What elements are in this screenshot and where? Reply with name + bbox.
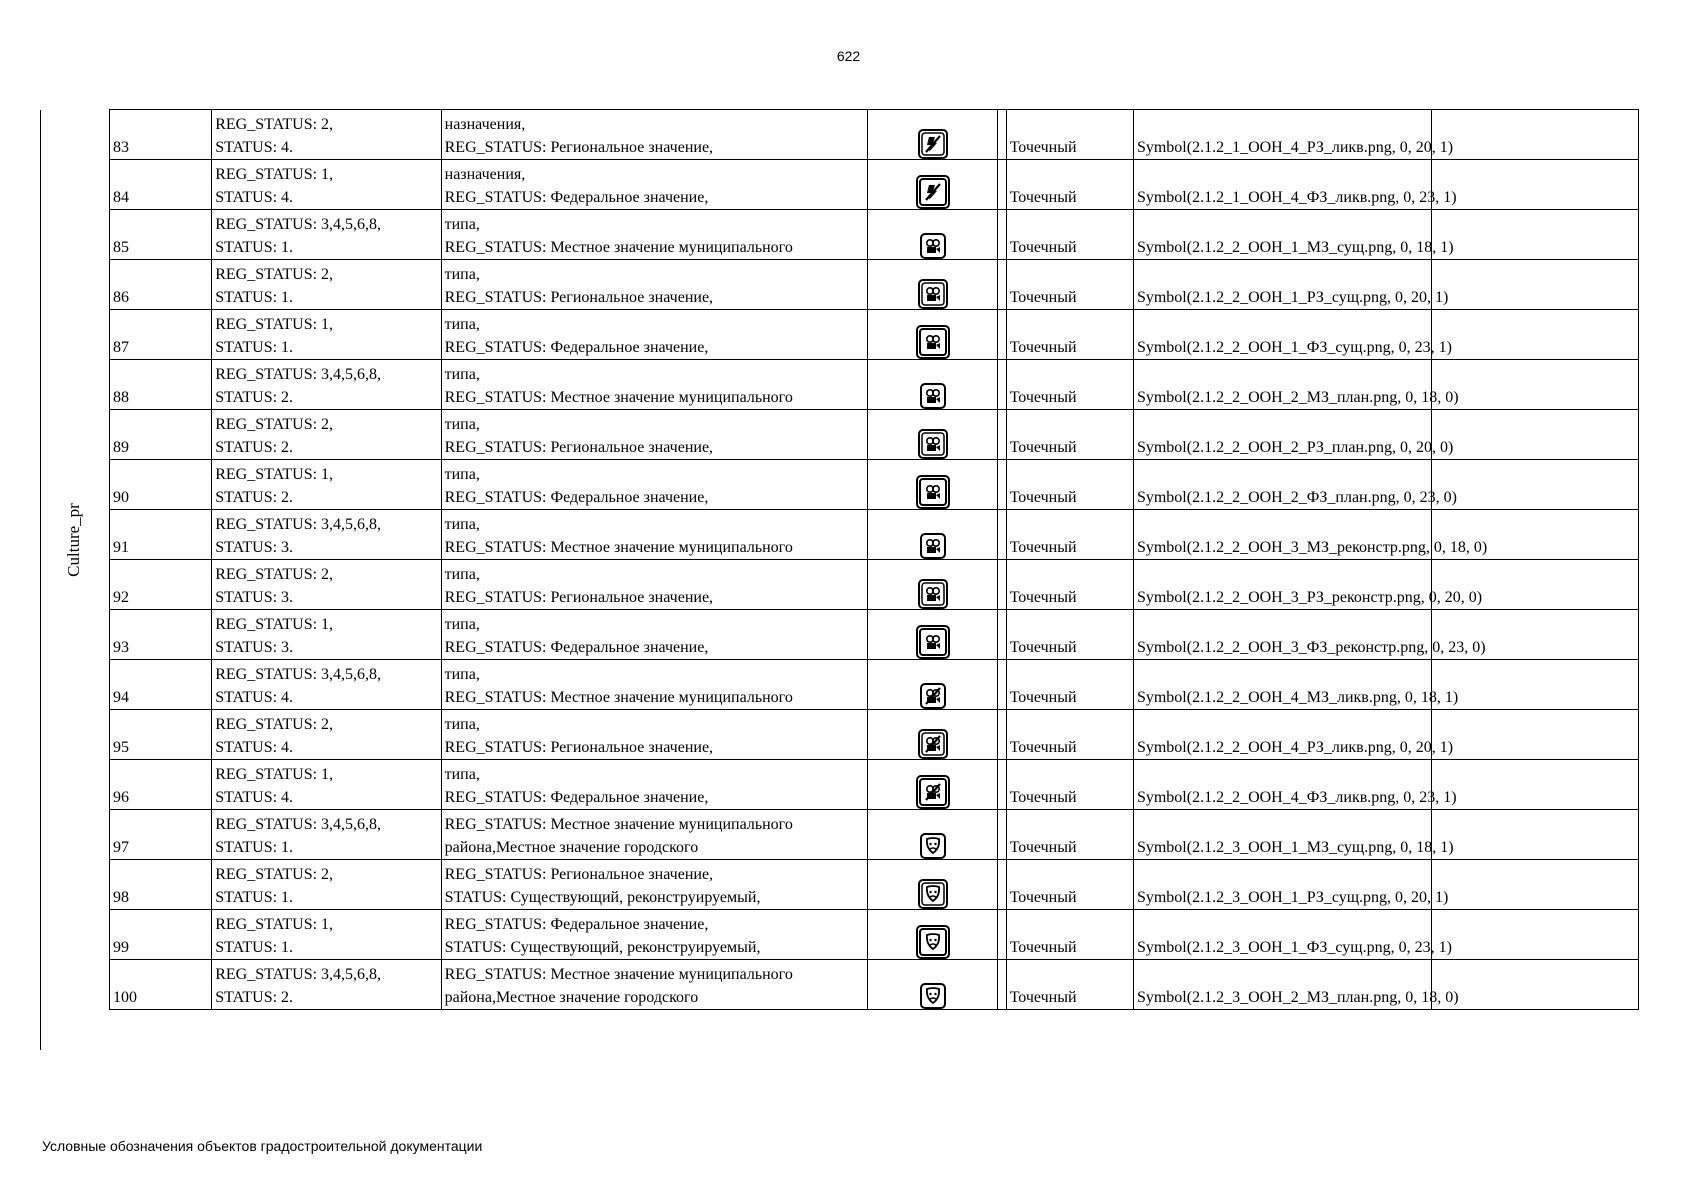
status-line: STATUS: 2. — [215, 439, 294, 456]
table-row — [110, 960, 1639, 1010]
description-line-1: типа, — [444, 366, 480, 383]
row-number: 87 — [110, 310, 212, 360]
description-cell — [441, 860, 868, 910]
description-line-2: REG_STATUS: Региональное значение, — [444, 739, 714, 756]
symbol-cell — [868, 610, 997, 660]
film-camera-icon-federal — [916, 475, 950, 509]
status-condition-cell — [212, 360, 441, 410]
reg-status-line: REG_STATUS: 1, — [215, 466, 334, 483]
description-cell — [441, 710, 868, 760]
table-row — [110, 160, 1639, 210]
row-number: 99 — [110, 910, 212, 960]
reg-status-line: REG_STATUS: 1, — [215, 916, 334, 933]
description-line-1: типа, — [444, 416, 480, 433]
description-line-1: REG_STATUS: Региональное значение, — [444, 866, 714, 883]
status-condition-cell — [212, 810, 441, 860]
symbol-cell — [868, 710, 997, 760]
table-row — [110, 410, 1639, 460]
table-row — [110, 210, 1639, 260]
status-line: STATUS: 3. — [215, 589, 294, 606]
description-line-2: REG_STATUS: Федеральное значение, — [444, 789, 709, 806]
status-condition-cell — [212, 260, 441, 310]
column-gap — [997, 460, 1006, 510]
status-condition-cell — [212, 760, 441, 810]
reg-status-line: REG_STATUS: 3,4,5,6,8, — [215, 816, 382, 833]
column-gap — [997, 210, 1006, 260]
note-cell — [1431, 360, 1638, 410]
row-number: 98 — [110, 860, 212, 910]
geometry-type-cell: Точечный — [1006, 660, 1133, 710]
description-line-2: REG_STATUS: Региональное значение, — [444, 589, 714, 606]
note-cell — [1431, 960, 1638, 1010]
description-line-1: типа, — [444, 316, 480, 333]
status-line: STATUS: 3. — [215, 539, 294, 556]
reg-status-line: REG_STATUS: 3,4,5,6,8, — [215, 516, 382, 533]
description-line-1: типа, — [444, 216, 480, 233]
symbol-cell — [868, 460, 997, 510]
description-line-2: REG_STATUS: Федеральное значение, — [444, 489, 709, 506]
note-cell — [1431, 810, 1638, 860]
row-number: 100 — [110, 960, 212, 1010]
status-line: STATUS: 4. — [215, 189, 294, 206]
description-line-1: типа, — [444, 666, 480, 683]
description-line-2: района,Местное значение городского — [444, 989, 699, 1006]
symbol-style-cell: Symbol(2.1.2_2_ООН_3_ФЗ_реконстр.png, 0, 23, 0) — [1133, 610, 1431, 660]
note-cell — [1431, 710, 1638, 760]
description-cell — [441, 360, 868, 410]
geometry-type-cell: Точечный — [1006, 860, 1133, 910]
note-cell — [1431, 160, 1638, 210]
row-number: 95 — [110, 710, 212, 760]
description-cell — [441, 210, 868, 260]
geometry-type-cell: Точечный — [1006, 460, 1133, 510]
description-line-2: района,Местное значение городского — [444, 839, 699, 856]
description-cell — [441, 960, 868, 1010]
description-cell — [441, 810, 868, 860]
description-line-1: типа, — [444, 266, 480, 283]
status-line: STATUS: 1. — [215, 939, 294, 956]
description-cell — [441, 310, 868, 360]
description-line-2: REG_STATUS: Федеральное значение, — [444, 189, 709, 206]
symbol-style-cell: Symbol(2.1.2_2_ООН_2_ФЗ_план.png, 0, 23, 0) — [1133, 460, 1431, 510]
status-line: STATUS: 3. — [215, 639, 294, 656]
note-cell — [1431, 410, 1638, 460]
reg-status-line: REG_STATUS: 2, — [215, 116, 334, 133]
status-condition-cell — [212, 310, 441, 360]
symbol-style-cell: Symbol(2.1.2_2_ООН_1_РЗ_сущ.png, 0, 20, 1) — [1133, 260, 1431, 310]
status-line: STATUS: 1. — [215, 239, 294, 256]
symbol-style-cell: Symbol(2.1.2_2_ООН_4_МЗ_ликв.png, 0, 18, 1) — [1133, 660, 1431, 710]
description-line-2: REG_STATUS: Местное значение муниципального — [444, 539, 793, 556]
symbol-cell — [868, 510, 997, 560]
column-gap — [997, 710, 1006, 760]
column-gap — [997, 360, 1006, 410]
film-camera-crossed-icon-federal — [916, 775, 950, 809]
reg-status-line: REG_STATUS: 1, — [215, 616, 334, 633]
status-line: STATUS: 4. — [215, 689, 294, 706]
symbol-style-cell: Symbol(2.1.2_3_ООН_1_МЗ_сущ.png, 0, 18, 1) — [1133, 810, 1431, 860]
description-line-1: типа, — [444, 466, 480, 483]
symbol-cell — [868, 160, 997, 210]
table-row — [110, 110, 1639, 160]
reg-status-line: REG_STATUS: 2, — [215, 416, 334, 433]
film-camera-icon-federal — [916, 325, 950, 359]
table-row — [110, 360, 1639, 410]
table-row — [110, 760, 1639, 810]
status-condition-cell — [212, 210, 441, 260]
geometry-type-cell: Точечный — [1006, 610, 1133, 660]
symbol-style-cell: Symbol(2.1.2_2_ООН_3_МЗ_реконстр.png, 0, 18, 0) — [1133, 510, 1431, 560]
status-line: STATUS: 4. — [215, 139, 294, 156]
symbol-style-cell: Symbol(2.1.2_2_ООН_4_ФЗ_ликв.png, 0, 23, 1) — [1133, 760, 1431, 810]
symbol-table — [109, 109, 1639, 1010]
film-camera-crossed-icon-regional — [918, 729, 948, 759]
symbol-cell — [868, 360, 997, 410]
status-line: STATUS: 4. — [215, 789, 294, 806]
geometry-type-cell: Точечный — [1006, 310, 1133, 360]
status-condition-cell — [212, 460, 441, 510]
description-line-1: типа, — [444, 716, 480, 733]
theatre-mask-icon-local — [920, 983, 946, 1009]
table-row — [110, 860, 1639, 910]
column-gap — [997, 410, 1006, 460]
description-cell — [441, 160, 868, 210]
geometry-type-cell: Точечный — [1006, 360, 1133, 410]
film-camera-icon-regional — [918, 579, 948, 609]
row-number: 97 — [110, 810, 212, 860]
description-line-1: типа, — [444, 516, 480, 533]
geometry-type-cell: Точечный — [1006, 260, 1133, 310]
column-gap — [997, 260, 1006, 310]
description-line-2: REG_STATUS: Федеральное значение, — [444, 339, 709, 356]
column-gap — [997, 860, 1006, 910]
description-line-2: REG_STATUS: Региональное значение, — [444, 439, 714, 456]
symbol-table-body — [110, 110, 1639, 1010]
reg-status-line: REG_STATUS: 3,4,5,6,8, — [215, 966, 382, 983]
film-camera-crossed-icon-local — [920, 683, 946, 709]
column-gap — [997, 110, 1006, 160]
status-line: STATUS: 1. — [215, 289, 294, 306]
note-cell — [1431, 460, 1638, 510]
table-row — [110, 260, 1639, 310]
status-condition-cell — [212, 560, 441, 610]
status-condition-cell — [212, 410, 441, 460]
description-cell — [441, 110, 868, 160]
description-line-2: REG_STATUS: Региональное значение, — [444, 139, 714, 156]
symbol-cell — [868, 810, 997, 860]
geometry-type-cell: Точечный — [1006, 410, 1133, 460]
geometry-type-cell: Точечный — [1006, 210, 1133, 260]
geometry-type-cell: Точечный — [1006, 710, 1133, 760]
row-number: 96 — [110, 760, 212, 810]
status-condition-cell — [212, 510, 441, 560]
description-line-2: REG_STATUS: Местное значение муниципального — [444, 689, 793, 706]
symbol-style-cell: Symbol(2.1.2_2_ООН_2_МЗ_план.png, 0, 18, 0) — [1133, 360, 1431, 410]
row-number: 94 — [110, 660, 212, 710]
status-condition-cell — [212, 860, 441, 910]
table-row — [110, 810, 1639, 860]
description-cell — [441, 910, 868, 960]
symbol-cell — [868, 410, 997, 460]
film-camera-icon-regional — [918, 279, 948, 309]
note-cell — [1431, 760, 1638, 810]
row-number: 88 — [110, 360, 212, 410]
symbol-style-cell: Symbol(2.1.2_3_ООН_2_МЗ_план.png, 0, 18, 0) — [1133, 960, 1431, 1010]
description-line-1: типа, — [444, 766, 480, 783]
symbol-cell — [868, 960, 997, 1010]
geometry-type-cell: Точечный — [1006, 560, 1133, 610]
description-line-1: REG_STATUS: Федеральное значение, — [444, 916, 709, 933]
geometry-type-cell: Точечный — [1006, 810, 1133, 860]
geometry-type-cell: Точечный — [1006, 160, 1133, 210]
table-row — [110, 310, 1639, 360]
symbol-cell — [868, 860, 997, 910]
status-line: STATUS: 2. — [215, 489, 294, 506]
symbol-style-cell: Symbol(2.1.2_1_ООН_4_ФЗ_ликв.png, 0, 23, 1) — [1133, 160, 1431, 210]
note-cell — [1431, 110, 1638, 160]
column-gap — [997, 510, 1006, 560]
geometry-type-cell: Точечный — [1006, 960, 1133, 1010]
row-number: 92 — [110, 560, 212, 610]
note-cell — [1431, 910, 1638, 960]
column-gap — [997, 960, 1006, 1010]
table-row — [110, 610, 1639, 660]
film-camera-icon-regional — [918, 429, 948, 459]
row-number: 85 — [110, 210, 212, 260]
symbol-style-cell: Symbol(2.1.2_2_ООН_3_РЗ_реконстр.png, 0, 20, 0) — [1133, 560, 1431, 610]
ban-figure-icon-regional — [918, 129, 948, 159]
film-camera-icon-federal — [916, 625, 950, 659]
status-condition-cell — [212, 610, 441, 660]
film-camera-icon-local — [920, 533, 946, 559]
symbol-style-cell: Symbol(2.1.2_2_ООН_1_ФЗ_сущ.png, 0, 23, 1) — [1133, 310, 1431, 360]
row-number: 90 — [110, 460, 212, 510]
theatre-mask-icon-local — [920, 833, 946, 859]
description-cell — [441, 760, 868, 810]
status-condition-cell — [212, 660, 441, 710]
description-cell — [441, 260, 868, 310]
symbol-style-cell: Symbol(2.1.2_3_ООН_1_РЗ_сущ.png, 0, 20, 1) — [1133, 860, 1431, 910]
status-line: STATUS: 4. — [215, 739, 294, 756]
table-row — [110, 660, 1639, 710]
status-condition-cell — [212, 910, 441, 960]
geometry-type-cell: Точечный — [1006, 510, 1133, 560]
column-gap — [997, 810, 1006, 860]
column-gap — [997, 760, 1006, 810]
row-number: 86 — [110, 260, 212, 310]
table-row — [110, 510, 1639, 560]
page-footer: Условные обозначения объектов градостроительной документации — [42, 1138, 483, 1154]
reg-status-line: REG_STATUS: 2, — [215, 266, 334, 283]
status-condition-cell — [212, 110, 441, 160]
reg-status-line: REG_STATUS: 1, — [215, 766, 334, 783]
symbol-style-cell: Symbol(2.1.2_2_ООН_1_МЗ_сущ.png, 0, 18, 1) — [1133, 210, 1431, 260]
description-cell — [441, 460, 868, 510]
ban-figure-icon-federal — [916, 175, 950, 209]
page-number: 622 — [836, 48, 861, 64]
description-cell — [441, 510, 868, 560]
symbol-cell — [868, 760, 997, 810]
description-line-1: REG_STATUS: Местное значение муниципального — [444, 816, 793, 833]
geometry-type-cell: Точечный — [1006, 110, 1133, 160]
note-cell — [1431, 660, 1638, 710]
column-gap — [997, 660, 1006, 710]
status-condition-cell — [212, 710, 441, 760]
description-cell — [441, 660, 868, 710]
reg-status-line: REG_STATUS: 1, — [215, 166, 334, 183]
symbol-cell — [868, 260, 997, 310]
status-condition-cell — [212, 160, 441, 210]
theatre-mask-icon-regional — [918, 879, 948, 909]
reg-status-line: REG_STATUS: 3,4,5,6,8, — [215, 216, 382, 233]
reg-status-line: REG_STATUS: 2, — [215, 716, 334, 733]
description-line-2: REG_STATUS: Федеральное значение, — [444, 639, 709, 656]
symbol-cell — [868, 560, 997, 610]
column-gap — [997, 910, 1006, 960]
symbol-cell — [868, 660, 997, 710]
row-number: 91 — [110, 510, 212, 560]
row-number: 83 — [110, 110, 212, 160]
reg-status-line: REG_STATUS: 3,4,5,6,8, — [215, 366, 382, 383]
status-line: STATUS: 1. — [215, 889, 294, 906]
description-cell — [441, 610, 868, 660]
status-condition-cell — [212, 960, 441, 1010]
symbol-style-cell: Symbol(2.1.2_2_ООН_4_РЗ_ликв.png, 0, 20, 1) — [1133, 710, 1431, 760]
row-number: 93 — [110, 610, 212, 660]
layer-label: Culture_pr — [64, 503, 83, 577]
description-cell — [441, 560, 868, 610]
reg-status-line: REG_STATUS: 1, — [215, 316, 334, 333]
symbol-cell — [868, 310, 997, 360]
note-cell — [1431, 310, 1638, 360]
note-cell — [1431, 860, 1638, 910]
reg-status-line: REG_STATUS: 3,4,5,6,8, — [215, 666, 382, 683]
symbol-cell — [868, 210, 997, 260]
description-line-1: REG_STATUS: Местное значение муниципального — [444, 966, 793, 983]
symbol-style-cell: Symbol(2.1.2_1_ООН_4_РЗ_ликв.png, 0, 20, 1) — [1133, 110, 1431, 160]
description-line-1: назначения, — [444, 166, 526, 183]
symbol-cell — [868, 110, 997, 160]
column-gap — [997, 310, 1006, 360]
description-line-1: назначения, — [444, 116, 526, 133]
status-line: STATUS: 1. — [215, 339, 294, 356]
reg-status-line: REG_STATUS: 2, — [215, 566, 334, 583]
description-line-2: STATUS: Существующий, реконструируемый, — [444, 939, 761, 956]
theatre-mask-icon-federal — [916, 925, 950, 959]
description-line-2: STATUS: Существующий, реконструируемый, — [444, 889, 761, 906]
description-line-1: типа, — [444, 566, 480, 583]
status-line: STATUS: 2. — [215, 389, 294, 406]
geometry-type-cell: Точечный — [1006, 910, 1133, 960]
column-gap — [997, 610, 1006, 660]
film-camera-icon-local — [920, 383, 946, 409]
table-row — [110, 560, 1639, 610]
description-line-2: REG_STATUS: Местное значение муниципального — [444, 239, 793, 256]
status-line: STATUS: 2. — [215, 989, 294, 1006]
note-cell — [1431, 210, 1638, 260]
description-line-2: REG_STATUS: Региональное значение, — [444, 289, 714, 306]
table-row — [110, 460, 1639, 510]
row-number: 84 — [110, 160, 212, 210]
description-cell — [441, 410, 868, 460]
table-row — [110, 710, 1639, 760]
symbol-cell — [868, 910, 997, 960]
column-gap — [997, 560, 1006, 610]
geometry-type-cell: Точечный — [1006, 760, 1133, 810]
column-gap — [997, 160, 1006, 210]
row-number: 89 — [110, 410, 212, 460]
table-row — [110, 910, 1639, 960]
symbol-style-cell: Symbol(2.1.2_3_ООН_1_ФЗ_сущ.png, 0, 23, 1) — [1133, 910, 1431, 960]
symbol-style-cell: Symbol(2.1.2_2_ООН_2_РЗ_план.png, 0, 20, 0) — [1133, 410, 1431, 460]
film-camera-icon-local — [920, 233, 946, 259]
status-line: STATUS: 1. — [215, 839, 294, 856]
description-line-1: типа, — [444, 616, 480, 633]
reg-status-line: REG_STATUS: 2, — [215, 866, 334, 883]
note-cell — [1431, 260, 1638, 310]
description-line-2: REG_STATUS: Местное значение муниципального — [444, 389, 793, 406]
left-margin-rule — [40, 110, 41, 1050]
